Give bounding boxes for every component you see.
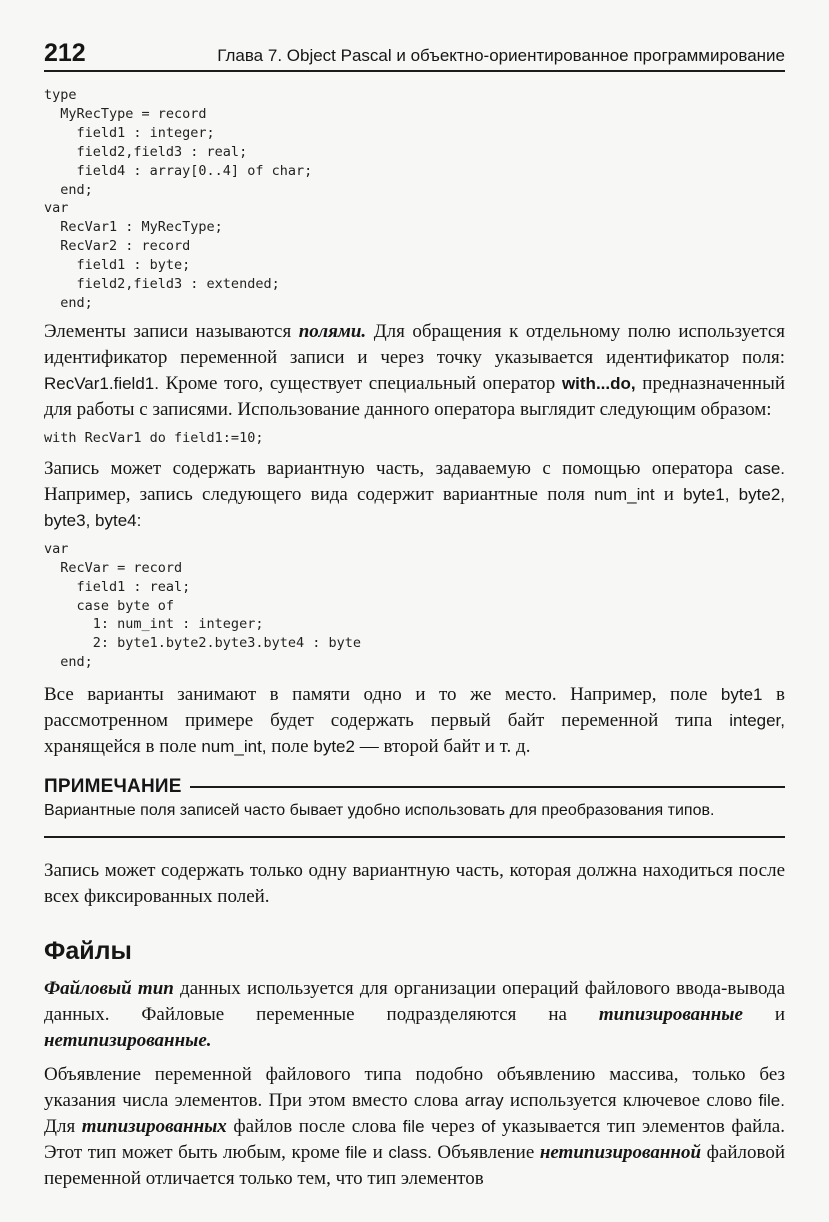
- note-header: [44, 776, 785, 798]
- running-head: Глава 7. Object Pascal и объектно-ориентированное программирование: [217, 46, 785, 65]
- inline-code-case: case.: [744, 458, 785, 478]
- code-block-with-statement: with RecVar1 do field1:=10;: [44, 429, 264, 446]
- paragraph-single-variant: Запись может содержать только одну вариантную часть, которая должна находиться после всех фиксированных полей.: [44, 860, 785, 908]
- note-title: ПРИМЕЧАНИЕ: [44, 776, 182, 798]
- paragraph-variants-memory: Все варианты занимают в памяти одно и то же место. Например, поле byte1 в рассмотренном примере будет содержать первый байт переменной типа integer, хранящейся в поле num_int, поле byte2 — второй байт и т. д.: [44, 684, 785, 758]
- code-block-record-declaration: type MyRecType = record field1 : integer; field2,field3 : real; field4 : array[0..4] of char; end; var RecVar1 : MyRecType; RecVar2 : record field1 : byte; field2,field3 : extended; end;: [44, 87, 313, 311]
- section-title-files: Файлы: [44, 937, 132, 966]
- note-top-rule: [190, 786, 785, 788]
- paragraph-record-fields: Элементы записи называются полями. Для обращения к отдельному полю используется идентификатор переменной записи и через точку указывается идентификатор поля: RecVar1.field1. Кроме того, существует специальный оператор with...do, предназначенный для работы с записями. Использование данного оператора выглядит следующим образом:: [44, 320, 785, 420]
- inline-code-num-int: num_int: [594, 484, 655, 504]
- paragraph-variant-part: Запись может содержать вариантную часть, задаваемую с помощью оператора case. Например, запись следующего вида содержит вариантные поля num_int и byte1, byte2, byte3, byte4:: [44, 457, 785, 530]
- page-header: [44, 36, 785, 72]
- page-number: 212: [44, 39, 86, 67]
- note-bottom-rule: [44, 836, 785, 838]
- code-block-variant-record: var RecVar = record field1 : real; case byte of 1: num_int : integer; 2: byte1.byte2.byte3.byte4 : byte end;: [44, 540, 361, 671]
- note-text: Вариантные поля записей часто бывает удобно использовать для преобразования типов.: [44, 802, 715, 820]
- note-box: [44, 776, 785, 838]
- inline-code-with-do: with...do,: [561, 373, 636, 393]
- paragraph-file-declaration: Объявление переменной файлового типа подобно объявлению массива, только без указания числа элементов. При этом вместо слова array используется ключевое слово file. Для типизированных файлов после слова file через of указывается тип элементов файла. Этот тип может быть любым, кроме file и class. Объявление нетипизированной файловой переменной отличается только тем, что тип элементов: [44, 1064, 785, 1190]
- inline-code-field-ref: RecVar1.field1.: [44, 373, 159, 393]
- emphasis-fields: полями.: [298, 320, 367, 342]
- inline-code-bytes: byte1, byte2, byte3, byte4:: [44, 484, 785, 530]
- paragraph-file-type: Файловый тип данных используется для организации операций файлового ввода-вывода данных. Файловые переменные подразделяются на типизированные и нетипизированные.: [44, 978, 786, 1052]
